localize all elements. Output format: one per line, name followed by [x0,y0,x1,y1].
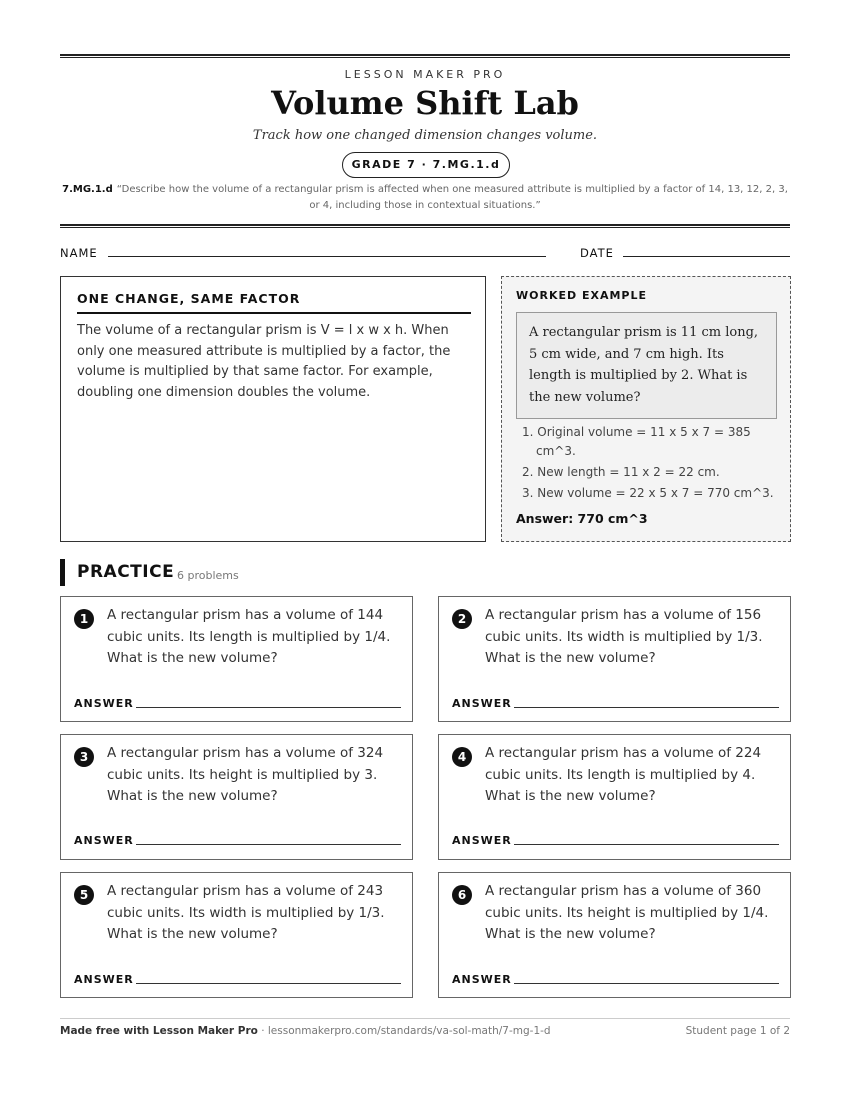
problem-number: 5 [74,885,94,905]
problem-number: 4 [452,747,472,767]
problem-card [438,872,791,998]
standard-code: 7.MG.1.d [62,184,113,195]
answer-field[interactable] [136,983,401,984]
answer-field[interactable] [136,707,401,708]
worked-example-title: WORKED EXAMPLE [516,289,647,302]
problem-card [60,872,413,998]
practice-accent-bar [60,559,65,586]
problem-text: A rectangular prism has a volume of 224 cubic units. Its length is multiplied by 4. What is the new volume? [485,745,762,804]
practice-title: PRACTICE [77,562,175,582]
footer-credit [60,1025,551,1037]
footer-url[interactable]: · lessonmakerpro.com/standards/va-sol-math/7-mg-1-d [257,1025,551,1037]
concept-text: The volume of a rectangular prism is V = l x w x h. When only one measured attribute is multiplied by a factor, the volume is multiplied by that same factor. For example, doubling one dimension doubles the volume. [77,323,451,400]
date-field[interactable] [623,256,790,257]
worked-example-box [501,276,791,542]
problem-card [60,734,413,860]
problem-text: A rectangular prism has a volume of 324 cubic units. Its height is multiplied by 3. What is the new volume? [107,745,384,804]
date-label: DATE [580,246,614,260]
concept-box [60,276,486,542]
problem-number: 1 [74,609,94,629]
problem-text: A rectangular prism has a volume of 243 cubic units. Its width is multiplied by 1/3. What is the new volume? [107,883,385,942]
standard-text: “Describe how the volume of a rectangular prism is affected when one measured attribute is multiplied by a factor of 14, 13, 12, 2, 3, or 4, including those in contextual situations.” [116,184,788,211]
footer-brand: Made free with Lesson Maker Pro [60,1025,258,1037]
answer-label: ANSWER [74,834,134,847]
worked-example-step: 3. New volume = 22 x 5 x 7 = 770 cm^3. [522,485,774,500]
problem-text: A rectangular prism has a volume of 360 cubic units. Its height is multiplied by 1/4. What is the new volume? [485,883,769,942]
page-title: Volume Shift Lab [271,84,579,122]
worked-example-step: 2. New length = 11 x 2 = 22 cm. [522,464,720,479]
problem-number: 6 [452,885,472,905]
worked-example-answer: Answer: 770 cm^3 [516,511,648,526]
problem-number: 2 [452,609,472,629]
grade-badge: GRADE 7 · 7.MG.1.d [342,152,510,178]
standard-description [60,182,790,214]
problem-card [60,596,413,722]
answer-label: ANSWER [74,697,134,710]
footer-page-number: Student page 1 of 2 [685,1025,790,1037]
name-label: NAME [60,246,98,260]
answer-field[interactable] [514,983,779,984]
answer-field[interactable] [514,707,779,708]
name-field[interactable] [108,256,546,257]
worked-example-steps [516,423,778,505]
answer-label: ANSWER [452,834,512,847]
concept-title: ONE CHANGE, SAME FACTOR [77,291,471,314]
answer-field[interactable] [136,844,401,845]
answer-label: ANSWER [74,973,134,986]
problem-text: A rectangular prism has a volume of 156 cubic units. Its width is multiplied by 1/3. What is the new volume? [485,607,763,666]
problem-number: 3 [74,747,94,767]
answer-label: ANSWER [452,973,512,986]
answer-field[interactable] [514,844,779,845]
practice-count: 6 problems [177,569,239,582]
footer-rule [60,1018,790,1019]
page-subtitle: Track how one changed dimension changes volume. [252,128,598,143]
header-top-rule [60,54,790,58]
problem-text: A rectangular prism has a volume of 144 cubic units. Its length is multiplied by 1/4. What is the new volume? [107,607,391,666]
problem-card [438,734,791,860]
brand-label: LESSON MAKER PRO [344,68,506,81]
answer-label: ANSWER [452,697,512,710]
header-bottom-rule [60,224,790,228]
worked-example-question: A rectangular prism is 11 cm long, 5 cm wide, and 7 cm high. Its length is multiplied by 2. What is the new volume? [516,312,777,419]
problem-card [438,596,791,722]
worked-example-step: 1. Original volume = 11 x 5 x 7 = 385 cm^3. [522,425,751,458]
